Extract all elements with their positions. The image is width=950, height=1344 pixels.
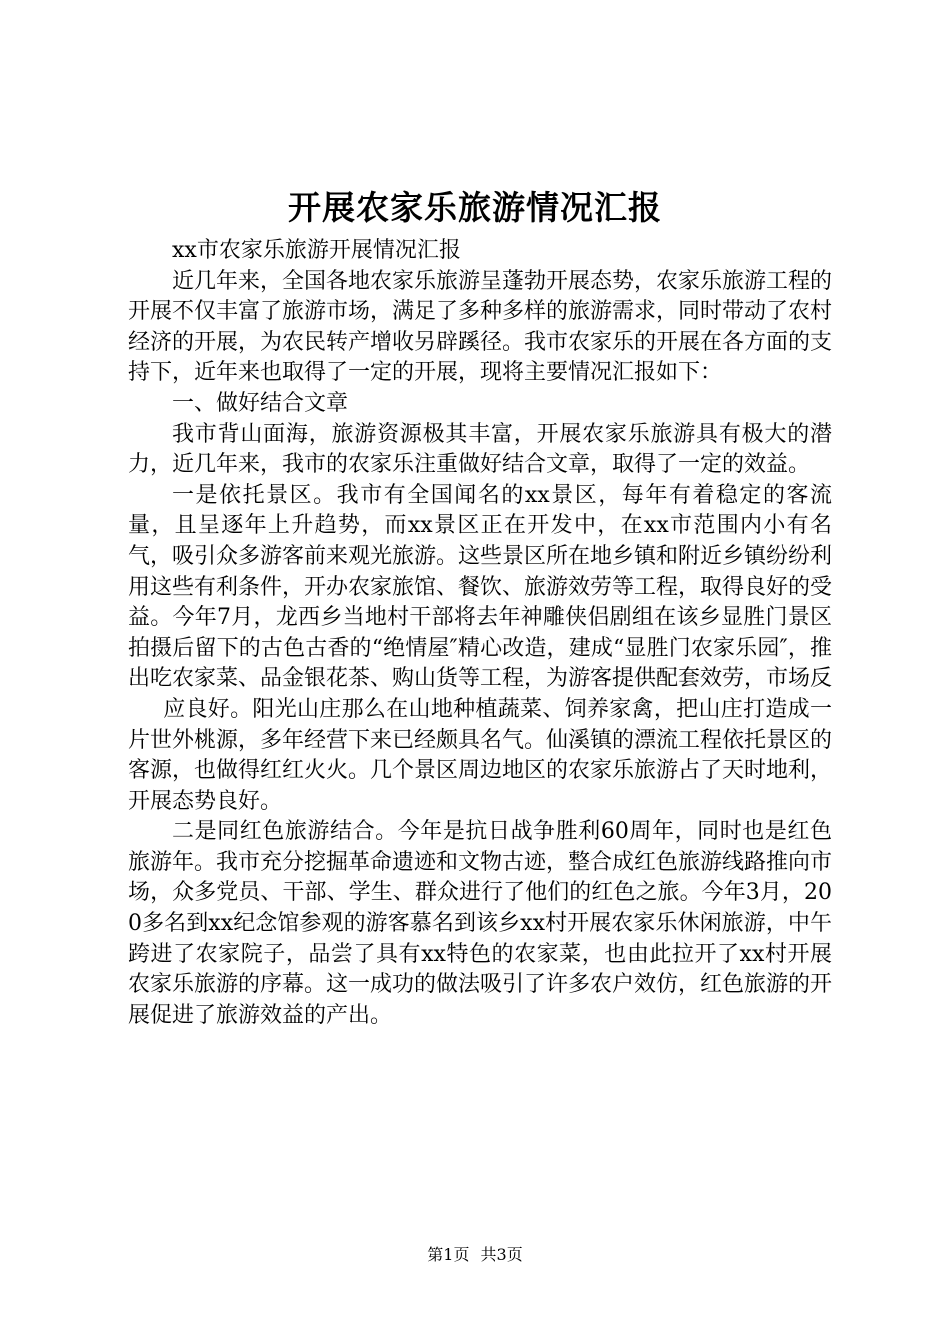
intro-paragraph: 近几年来，全国各地农家乐旅游呈蓬勃开展态势，农家乐旅游工程的开展不仅丰富了旅游市场，满足了多种多样的旅游需求，同时带动了农村经济的开展，为农民转产增收另辟蹊径。我市农家乐的开展在各方面的支持下，近年来也取得了一定的开展，现将主要情况汇报如下： xyxy=(128,268,833,386)
page-title: 开展农家乐旅游情况汇报 xyxy=(288,188,662,227)
page-number: 第1页 xyxy=(427,1245,470,1264)
red-tourism-paragraph: 二是同红色旅游结合。今年是抗日战争胜利60周年，同时也是红色旅游年。我市充分挖掘革命遗迹和文物古迹，整合成红色旅游线路推向市场，众多党员、干部、学生、群众进行了他们的红色之旅。今年3月，200多名到xx纪念馆参观的游客慕名到该乡xx村开展农家乐休闲旅游，中午跨进了农家院子，品尝了具有xx特色的农家菜，也由此拉开了xx村开展农家乐旅游的序幕。这一成功的做法吸引了许多农户效仿，红色旅游的开展促进了旅游效益的产出。 xyxy=(128,819,833,1028)
section-heading: 一、做好结合文章 xyxy=(172,390,349,416)
section-intro-paragraph: 我市背山面海，旅游资源极其丰富，开展农家乐旅游具有极大的潜力，近几年来，我市的农家乐注重做好结合文章，取得了一定的效益。 xyxy=(128,421,832,478)
subtitle-paragraph: xx市农家乐旅游开展情况汇报 xyxy=(172,238,461,263)
scenic-area-paragraph: 一是依托景区。我市有全国闻名的xx景区，每年有着稳定的客流量，且呈逐年上升趋势，而xx景区正在开发中，在xx市范围内小有名气，吸引众多游客前来观光旅游。这些景区所在地乡镇和附近乡镇纷纷利用这些有利条件，开办农家旅馆、餐饮、旅游效劳等工程，取得良好的受益。今年7月，龙西乡当地村干部将去年神雕侠侣剧组在该乡显胜门景区拍摄后留下的古色古香的“绝情屋″精心改造，建成“显胜门农家乐园″，推出吃农家菜、品金银花茶、购山货等工程，为游客提供配套效劳，市场反 xyxy=(128,482,833,692)
continued-paragraph: 应良好。阳光山庄那么在山地种植蔬菜、饲养家禽，把山庄打造成一片世外桃源，多年经营下来已经颇具名气。仙溪镇的漂流工程依托景区的客源，也做得红红火火。几个景区周边地区的农家乐旅游占了天时地利，开展态势良好。 xyxy=(128,696,833,814)
document-body xyxy=(128,236,832,1031)
page-total: 共3页 xyxy=(480,1245,523,1264)
page-footer xyxy=(0,1243,950,1267)
